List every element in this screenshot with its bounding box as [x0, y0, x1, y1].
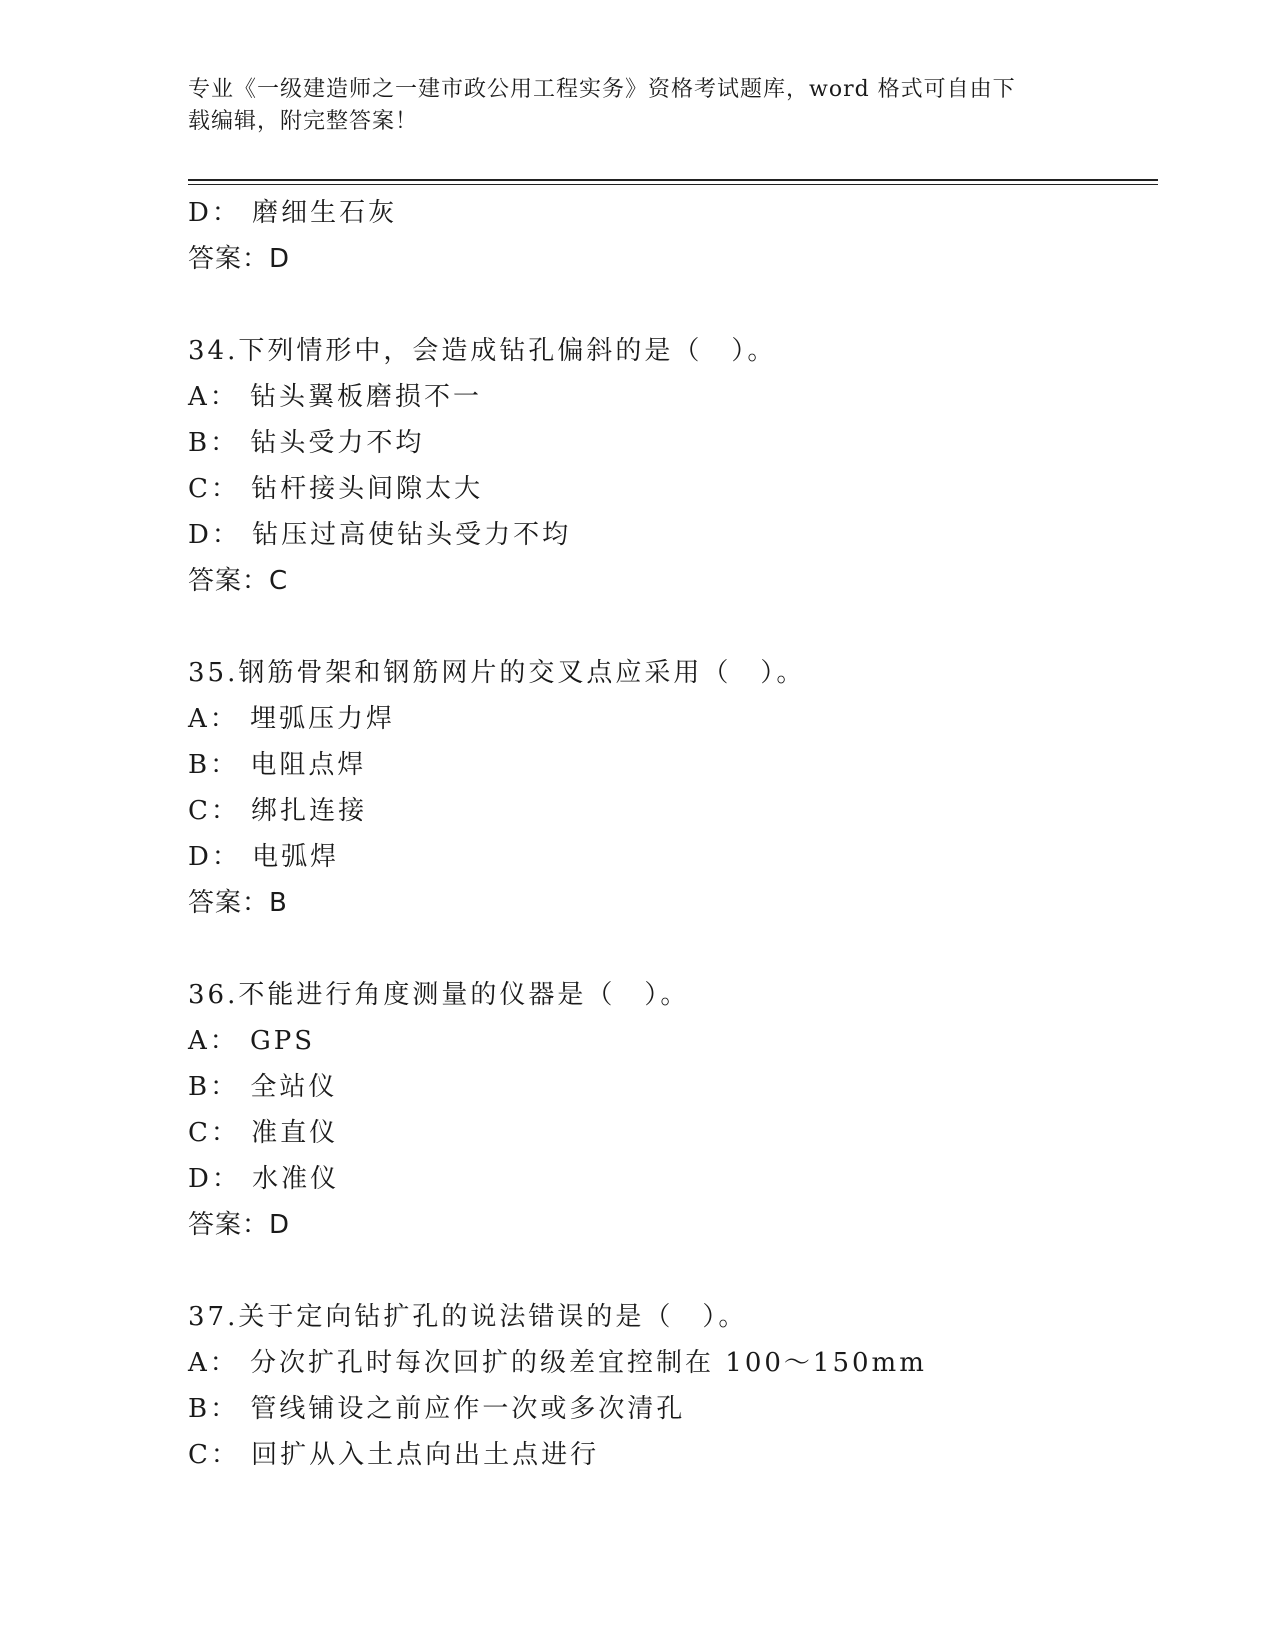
option-c: C： 准直仪: [188, 1118, 339, 1148]
prev-answer: 答案：D: [188, 244, 291, 274]
spacer: [188, 282, 1148, 328]
spacer: [188, 604, 1148, 650]
page-header: [188, 74, 1088, 138]
option-c: C： 回扩从入土点向出土点进行: [188, 1440, 600, 1470]
question-stem: 34.下列情形中，会造成钻孔偏斜的是（ ）。: [188, 336, 777, 366]
option-c: C： 钻杆接头间隙太大: [188, 474, 484, 504]
option-b: B： 电阻点焊: [188, 750, 367, 780]
option-a: A： 钻头翼板磨损不一: [188, 382, 483, 412]
header-divider-thick: [188, 179, 1158, 181]
question-37: [188, 1294, 1148, 1478]
option-b: B： 管线铺设之前应作一次或多次清孔: [188, 1394, 686, 1424]
question-stem: 35.钢筋骨架和钢筋网片的交叉点应采用（ ）。: [188, 658, 806, 688]
spacer: [188, 926, 1148, 972]
spacer: [188, 1248, 1148, 1294]
question-stem: 36.不能进行角度测量的仪器是（ ）。: [188, 980, 690, 1010]
option-d: D： 电弧焊: [188, 842, 340, 872]
option-b: B： 钻头受力不均: [188, 428, 425, 458]
header-line-1: 专业《一级建造师之一建市政公用工程实务》资格考试题库，word 格式可自由下: [188, 77, 1016, 102]
header-divider-thin: [188, 184, 1158, 185]
answer: 答案：D: [188, 1210, 291, 1240]
question-34: [188, 328, 1148, 604]
option-d: D： 水准仪: [188, 1164, 340, 1194]
question-list: [188, 190, 1148, 1478]
option-a: A： 分次扩孔时每次回扩的级差宜控制在 100～150mm: [188, 1348, 927, 1378]
option-b: B： 全站仪: [188, 1072, 338, 1102]
answer: 答案：B: [188, 888, 288, 918]
answer: 答案：C: [188, 566, 289, 596]
option-c: C： 绑扎连接: [188, 796, 368, 826]
question-35: [188, 650, 1148, 926]
option-d: D： 钻压过高使钻头受力不均: [188, 520, 572, 550]
prev-option-d: D： 磨细生石灰: [188, 198, 398, 228]
option-a: A： GPS: [188, 1026, 316, 1056]
question-stem: 37.关于定向钻扩孔的说法错误的是（ ）。: [188, 1302, 748, 1332]
option-a: A： 埋弧压力焊: [188, 704, 396, 734]
header-line-2: 载编辑，附完整答案！: [188, 109, 419, 134]
question-36: [188, 972, 1148, 1248]
